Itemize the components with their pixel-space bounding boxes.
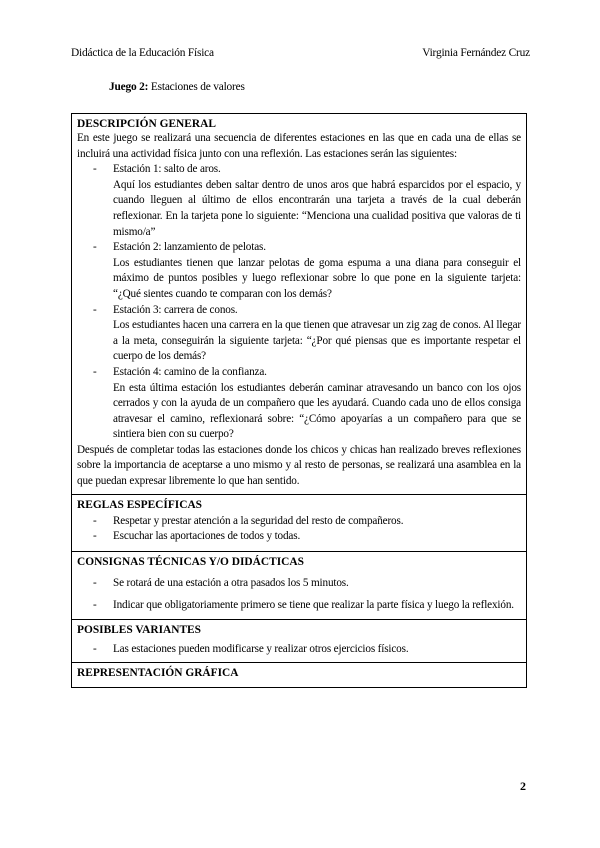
variant-item xyxy=(77,642,521,658)
page-number: 2 xyxy=(520,779,526,793)
station-text: Los estudiantes tienen que lanzar pelotas de goma espuma a una diana para conseguir el máximo de puntos posibles y luego reflexionar sobre lo que pone en la siguiente tarjeta: “¿Qué sientes cuando te comparan con los demás? xyxy=(113,256,521,300)
station-name: Estación 4: camino de la confianza. xyxy=(113,365,267,378)
description-closing: Después de completar todas las estaciones donde los chicos y chicas han realizado breves reflexiones sobre la importancia de aceptarse a uno mismo y al resto de personas, se realizará una asamblea en la que puedan expresar libremente lo que han sentido. xyxy=(77,443,521,488)
variants-row xyxy=(72,619,527,663)
header-author: Virginia Fernández Cruz xyxy=(422,47,530,59)
variants-title: POSIBLES VARIANTES xyxy=(77,623,201,636)
game-title xyxy=(109,81,245,93)
dash-bullet: - xyxy=(93,303,97,316)
station-text: Aquí los estudiantes deben saltar dentro de unos aros que habrá esparcidos por el espacio, y cuando lleguen al último de ellos encontrarán una tarjeta a través de la cual deberán reflexionar. En la tarjeta pone lo siguiente: “Menciona una cualidad positiva que valoras de ti mismo/a” xyxy=(113,178,521,238)
station-item xyxy=(77,240,521,302)
tips-title: CONSIGNAS TÉCNICAS Y/O DIDÁCTICAS xyxy=(77,555,304,568)
dash-bullet: - xyxy=(93,576,97,589)
tips-list xyxy=(77,572,521,616)
tips-row xyxy=(72,551,527,619)
game-card-table xyxy=(71,113,527,688)
station-name: Estación 1: salto de aros. xyxy=(113,163,221,176)
dash-bullet: - xyxy=(93,241,97,254)
description-intro: En este juego se realizará una secuencia de diferentes estaciones en las que en cada una de ellas se incluirá una actividad física junto con una reflexión. Las estaciones serán las siguientes: xyxy=(77,132,521,160)
tip-item xyxy=(77,572,521,594)
description-cell xyxy=(72,114,527,495)
station-text: En esta última estación los estudiantes deberán caminar atravesando un banco con los ojos cerrados y con la ayuda de un compañero que les ayudará. Cuando cada uno de ellos consiga atravesar el camino, reflexionará sobre: “¿Cómo apoyarías a un compañero para que se sintiera bien con su cuerpo? xyxy=(113,381,521,441)
dash-bullet: - xyxy=(93,163,97,176)
tip-text: Indicar que obligatoriamente primero se tiene que realizar la parte física y luego la reflexión. xyxy=(113,598,514,611)
rule-text: Escuchar las aportaciones de todos y todas. xyxy=(113,530,301,543)
rules-list xyxy=(77,514,521,545)
variant-text: Las estaciones pueden modificarse y realizar otros ejercicios físicos. xyxy=(113,642,409,655)
dash-bullet: - xyxy=(93,530,97,543)
page-header xyxy=(71,47,530,59)
description-row xyxy=(72,114,527,495)
station-item xyxy=(77,303,521,365)
game-name: Estaciones de valores xyxy=(150,81,245,93)
station-item xyxy=(77,162,521,240)
station-text: Los estudiantes hacen una carrera en la que tienen que atravesar un zig zag de conos. Al llegar a la meta, conseguirán la siguiente tarjeta: “¿Por qué piensas que es importante respetar el cuerpo de los demás? xyxy=(113,319,521,363)
dash-bullet: - xyxy=(93,514,97,527)
header-course: Didáctica de la Educación Física xyxy=(71,47,214,59)
graphic-row xyxy=(72,663,527,688)
tip-item xyxy=(77,594,521,616)
rules-row xyxy=(72,494,527,551)
station-name: Estación 2: lanzamiento de pelotas. xyxy=(113,241,266,254)
rule-item xyxy=(77,529,521,545)
description-title: DESCRIPCIÓN GENERAL xyxy=(77,118,216,130)
tip-text: Se rotará de una estación a otra pasados los 5 minutos. xyxy=(113,576,349,589)
game-label: Juego 2: xyxy=(109,81,149,93)
graphic-title: REPRESENTACIÓN GRÁFICA xyxy=(77,667,239,680)
dash-bullet: - xyxy=(93,365,97,378)
variants-list xyxy=(77,642,521,658)
variants-cell xyxy=(72,619,527,663)
rule-item xyxy=(77,514,521,530)
rule-text: Respetar y prestar atención a la seguridad del resto de compañeros. xyxy=(113,514,404,527)
station-name: Estación 3: carrera de conos. xyxy=(113,303,238,316)
rules-title: REGLAS ESPECÍFICAS xyxy=(77,498,203,511)
dash-bullet: - xyxy=(93,598,97,611)
tips-cell xyxy=(72,551,527,619)
station-item xyxy=(77,365,521,443)
dash-bullet: - xyxy=(93,642,97,655)
stations-list xyxy=(77,162,521,443)
graphic-cell xyxy=(72,663,527,688)
rules-cell xyxy=(72,494,527,551)
